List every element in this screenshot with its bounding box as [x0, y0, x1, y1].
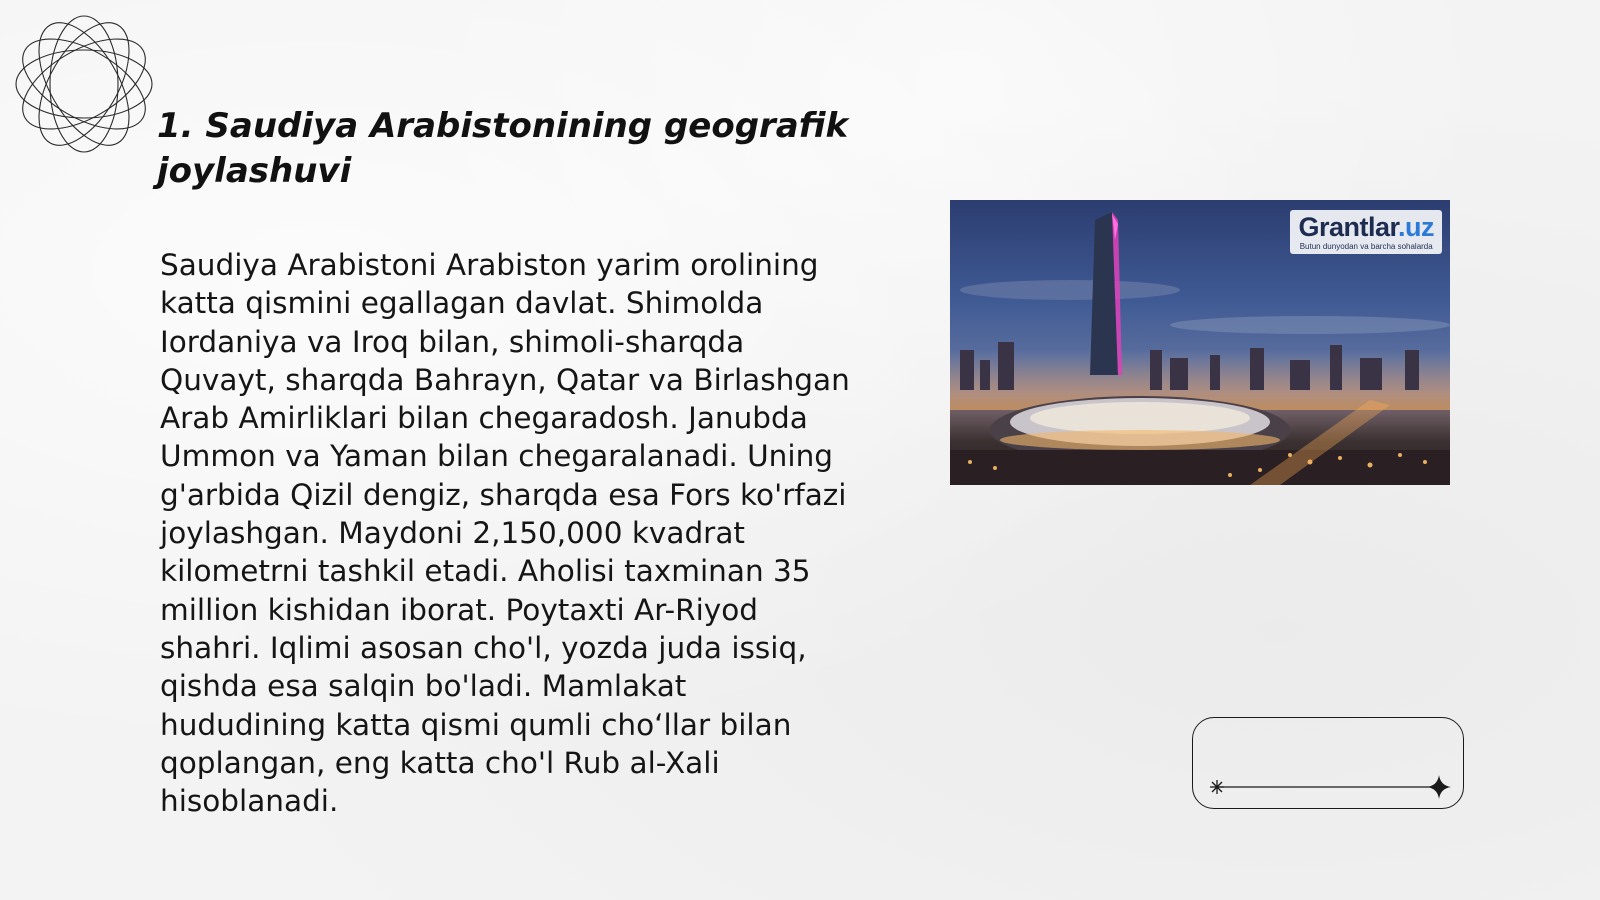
riyadh-city-photo [950, 200, 1450, 485]
grantlar-logo [1290, 210, 1442, 254]
decorative-frame [1192, 717, 1464, 809]
line-with-sparkles-icon [1193, 718, 1465, 810]
logo-accent-text: .uz [1398, 212, 1434, 242]
orbit-rings-icon [10, 10, 158, 158]
slide-body-text: Saudiya Arabistoni Arabiston yarim orolining katta qismini egallagan davlat. Shimolda Iordaniya va Iroq bilan, shimoli-sharqda Quvayt, sharqda Bahrayn, Qatar va Birlashgan Arab Amirliklari bilan chegaradosh. Janubda Ummon va Yaman bilan chegaralanadi. Uning g'arbida Qizil dengiz, sharqda esa Fors ko'rfazi joylashgan. Maydoni 2,150,000 kvadrat kilometrni tashkil etadi. Aholisi taxminan 35 million kishidan iborat. Poytaxti Ar-Riyod shahri. Iqlimi asosan cho'l, yozda juda issiq, qishda esa salqin bo'ladi. Mamlakat hududining katta qismi qumli cho‘llar bilan qoplangan, eng katta cho'l Rub al-Xali hisoblanadi. [160, 248, 850, 819]
logo-main-text: Grantlar [1298, 212, 1398, 242]
logo-tagline: Butun dunyodan va barcha sohalarda [1299, 242, 1433, 251]
slide-title: 1. Saudiya Arabistonining geografik joylashuvi [157, 106, 849, 191]
